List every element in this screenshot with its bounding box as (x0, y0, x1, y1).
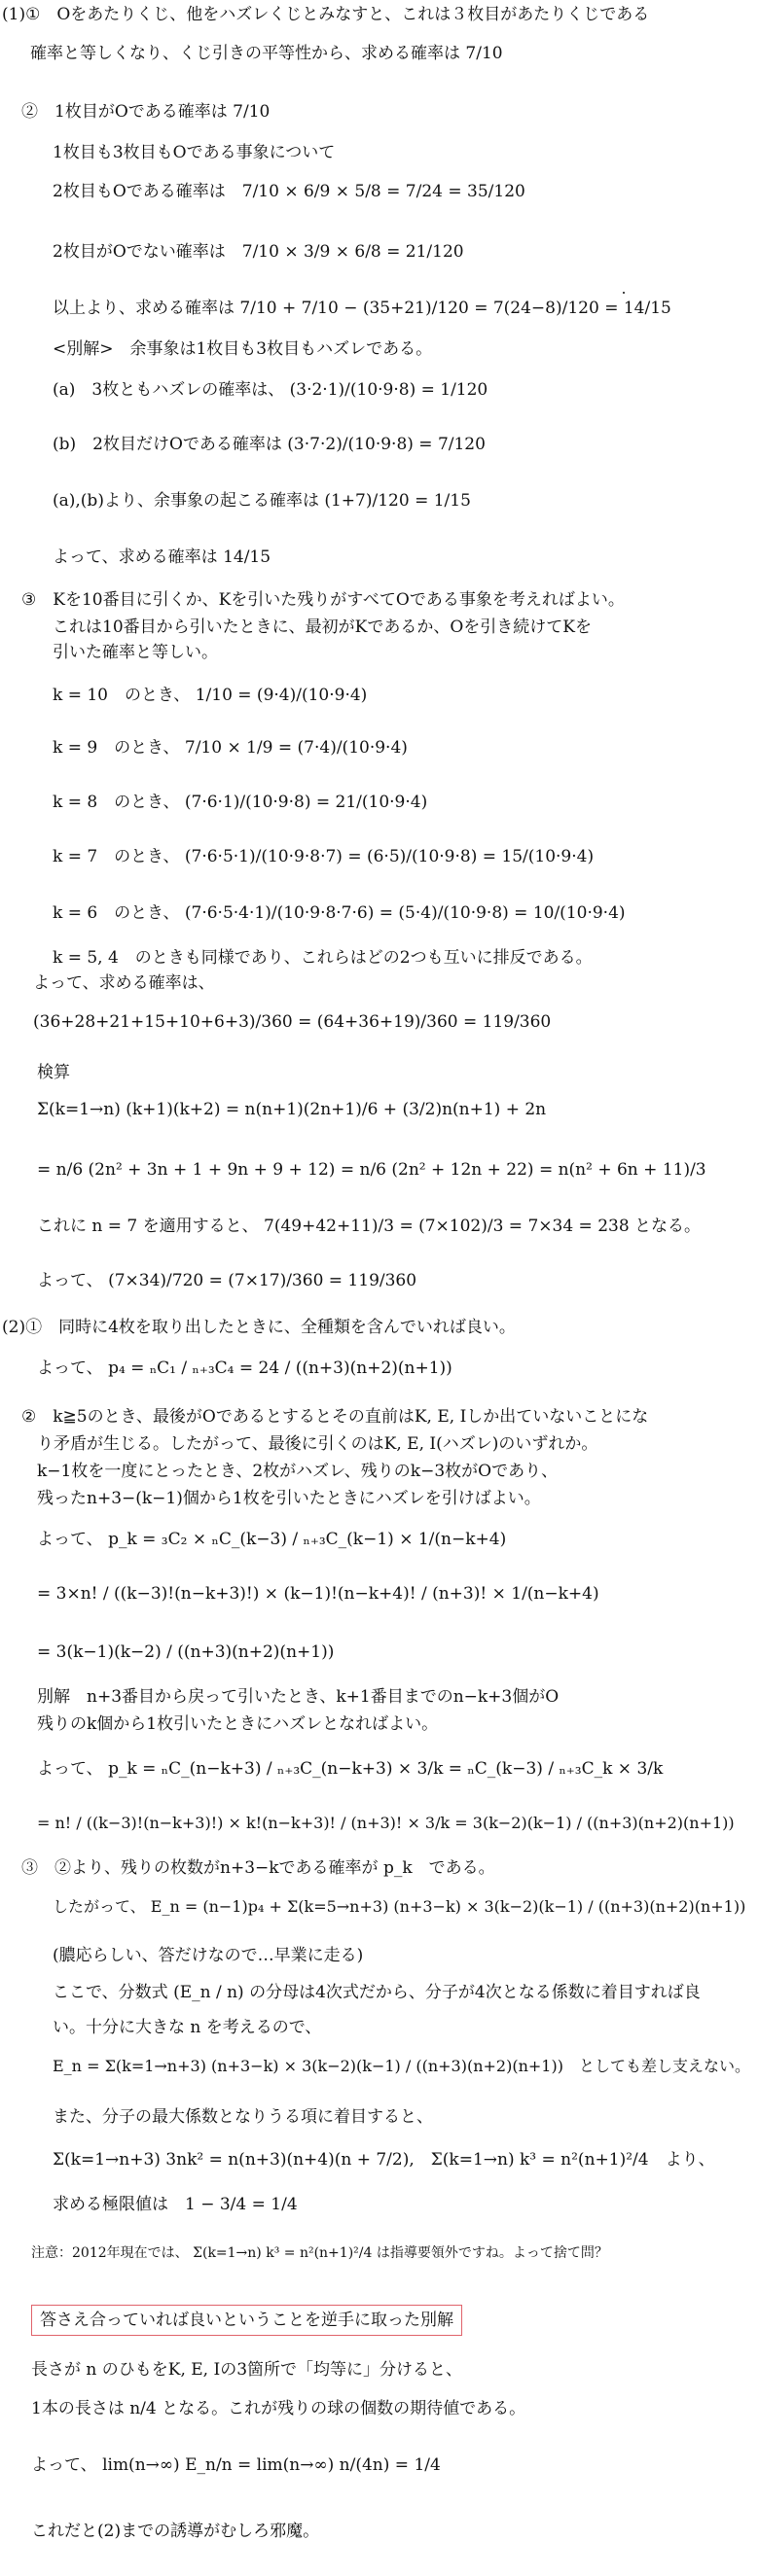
text-line: (a),(b)より、余事象の起こる確率は (1+7)/120 = 1/15 (53, 491, 471, 511)
text-line: ③ Kを10番目に引くか、Kを引いた残りがすべてOである事象を考えればよい。 (21, 590, 625, 610)
text-line: 検算 (37, 1063, 70, 1082)
text-line: よって、求める確率は 14/15 (53, 547, 271, 567)
text-line: (a) 3枚ともハズレの確率は、 (3·2·1)/(10·9·8) = 1/120 (53, 380, 488, 400)
text-line: よって、 p₄ = ₙC₁ / ₙ₊₃C₄ = 24 / ((n+3)(n+2)(n+1)) (37, 1359, 452, 1378)
text-line: 1枚目も3枚目もOである事象について (53, 143, 336, 162)
text-line: (1)① Oをあたりくじ、他をハズレくじとみなすと、これは３枚目があたりくじである (2, 5, 650, 24)
text-line: k = 10 のとき、 1/10 = (9·4)/(10·9·4) (53, 686, 368, 705)
text-line: = n/6 (2n² + 3n + 1 + 9n + 9 + 12) = n/6 (2n² + 12n + 22) = n(n² + 6n + 11)/3 (37, 1160, 706, 1180)
text-line: (2)① 同時に4枚を取り出したときに、全種類を含んでいれば良い。 (2, 1318, 516, 1337)
text-line: ② 1枚目がOである確率は 7/10 (21, 102, 271, 122)
text-line: Σ(k=1→n) (k+1)(k+2) = n(n+1)(2n+1)/6 + (3/2)n(n+1) + 2n (37, 1100, 547, 1119)
text-line: 引いた確率と等しい。 (53, 643, 218, 662)
text-line: ② k≧5のとき、最後がOであるとするとその直前はK, E, Iしか出ていないことにな (21, 1407, 649, 1427)
text-line: これだと(2)までの誘導がむしろ邪魔。 (31, 2522, 320, 2541)
text-line: k = 8 のとき、 (7·6·1)/(10·9·8) = 21/(10·9·4) (53, 793, 428, 812)
text-line: 別解 n+3番目から戻って引いたとき、k+1番目までのn−k+3個がO (37, 1687, 560, 1707)
text-line: (36+28+21+15+10+6+3)/360 = (64+36+19)/360 = 119/360 (33, 1012, 552, 1032)
text-line: 長さが n のひもをK, E, Iの3箇所で「均等に」分けると、 (31, 2360, 463, 2380)
text-line: (b) 2枚目だけOである確率は (3·7·2)/(10·9·8) = 7/120 (53, 435, 486, 454)
stray-dot (623, 292, 625, 294)
text-line: 2枚目がOでない確率は 7/10 × 3/9 × 6/8 = 21/120 (53, 242, 464, 262)
text-line: ③ ②より、残りの枚数がn+3−kである確率が p_k である。 (21, 1858, 495, 1878)
text-line: (膿応らしい、答だけなので…早業に走る) (53, 1946, 364, 1965)
text-line: よって、求める確率は、 (33, 973, 215, 993)
text-line: ここで、分数式 (E_n / n) の分母は4次式だから、分子が4次となる係数に着目すれば良 (53, 1983, 701, 2002)
text-line: <別解> 余事象は1枚目も3枚目もハズレである。 (53, 339, 433, 359)
text-line: よって、 p_k = ₃C₂ × ₙC_(k−3) / ₙ₊₃C_(k−1) × 1/(n−k+4) (37, 1530, 507, 1549)
text-line: k = 6 のとき、 (7·6·5·4·1)/(10·9·8·7·6) = (5·4)/(10·9·8) = 10/(10·9·4) (53, 903, 626, 923)
alt-solution-heading: 答さえ合っていれば良いということを逆手に取った別解 (31, 2305, 462, 2336)
text-line: 確率と等しくなり、くじ引きの平等性から、求める確率は 7/10 (14, 44, 503, 63)
text-line: これに n = 7 を適用すると、 7(49+42+11)/3 = (7×102)/3 = 7×34 = 238 となる。 (37, 1217, 702, 1236)
text-line: k−1枚を一度にとったとき、2枚がハズレ、残りのk−3枚がOであり、 (37, 1462, 559, 1481)
text-line: また、分子の最大係数となりうる項に着目すると、 (53, 2107, 433, 2127)
text-line: k = 5, 4 のときも同様であり、これらはどの2つも互いに排反である。 (53, 948, 593, 968)
text-line: = 3(k−1)(k−2) / ((n+3)(n+2)(n+1)) (37, 1642, 335, 1662)
text-line: 1本の長さは n/4 となる。これが残りの球の個数の期待値である。 (31, 2399, 526, 2418)
text-line: = n! / ((k−3)!(n−k+3)!) × k!(n−k+3)! / (n+3)! × 3/k = 3(k−2)(k−1) / ((n+3)(n+2)(n+1)) (37, 1814, 735, 1832)
text-line: Σ(k=1→n+3) 3nk² = n(n+3)(n+4)(n + 7/2), Σ(k=1→n) k³ = n²(n+1)²/4 より、 (53, 2150, 715, 2170)
text-line: E_n = Σ(k=1→n+3) (n+3−k) × 3(k−2)(k−1) / ((n+3)(n+2)(n+1)) としても差し支えない。 (53, 2057, 750, 2075)
text-line: 2枚目もOである確率は 7/10 × 6/9 × 5/8 = 7/24 = 35/120 (53, 182, 525, 201)
text-line: = 3×n! / ((k−3)!(n−k+3)!) × (k−1)!(n−k+4)! / (n+3)! × 1/(n−k+4) (37, 1584, 599, 1604)
text-line: これは10番目から引いたときに、最初がKであるか、Oを引き続けてKを (53, 618, 592, 637)
text-line: したがって、 E_n = (n−1)p₄ + Σ(k=5→n+3) (n+3−k) × 3(k−2)(k−1) / ((n+3)(n+2)(n+1)) (53, 1897, 746, 1916)
note-line: 注意：2012年現在では、 Σ(k=1→n) k³ = n²(n+1)²/4 は指導要領外ですね。よって捨て問？ (31, 2245, 608, 2261)
text-line: よって、 lim(n→∞) E_n/n = lim(n→∞) n/(4n) = 1/4 (31, 2455, 441, 2475)
text-line: 残ったn+3−(k−1)個から1枚を引いたときにハズレを引けばよい。 (37, 1489, 541, 1508)
text-line: よって、 (7×34)/720 = (7×17)/360 = 119/360 (37, 1271, 417, 1290)
text-line: 以上より、求める確率は 7/10 + 7/10 − (35+21)/120 = 7(24−8)/120 = 14/15 (53, 299, 671, 318)
text-line: 残りのk個から1枚引いたときにハズレとなればよい。 (37, 1714, 439, 1734)
text-line: k = 9 のとき、 7/10 × 1/9 = (7·4)/(10·9·4) (53, 738, 408, 758)
text-line: k = 7 のとき、 (7·6·5·1)/(10·9·8·7) = (6·5)/(10·9·8) = 15/(10·9·4) (53, 847, 595, 866)
text-line: い。十分に大きな n を考えるので、 (53, 2018, 322, 2037)
text-line: よって、 p_k = ₙC_(n−k+3) / ₙ₊₃C_(n−k+3) × 3/k = ₙC_(k−3) / ₙ₊₃C_k × 3/k (37, 1759, 664, 1779)
text-line: り矛盾が生じる。したがって、最後に引くのはK, E, I(ハズレ)のいずれか。 (37, 1434, 598, 1454)
text-line: 求める極限値は 1 − 3/4 = 1/4 (53, 2195, 298, 2214)
